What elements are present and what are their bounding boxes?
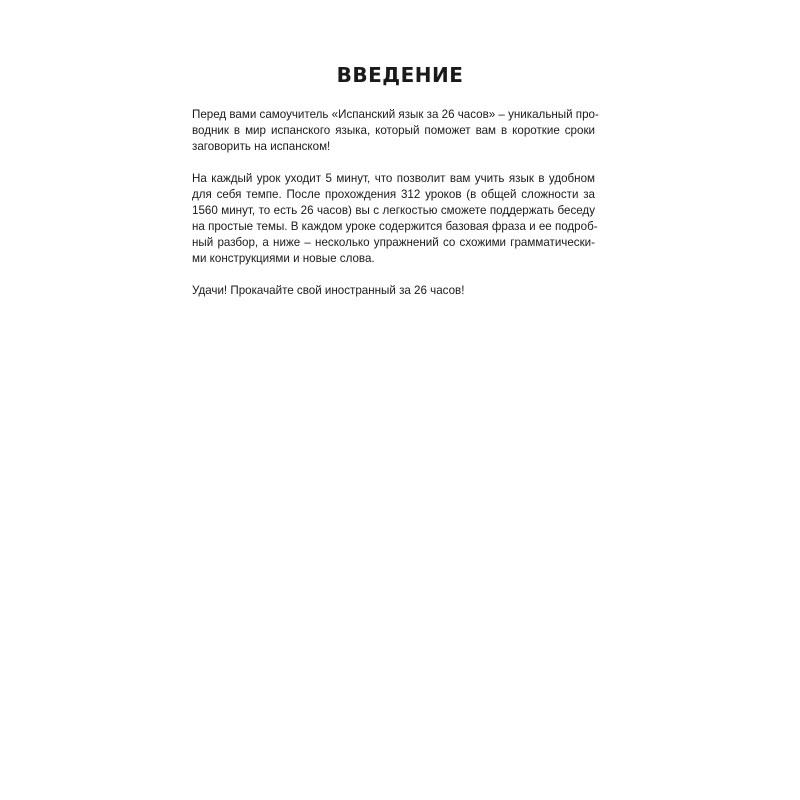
text-line: 1560 минут, то есть 26 часов) вы с легкостью сможете поддержать беседу [192,204,595,217]
text-line: ми конструкциями и новые слова. [192,252,375,265]
paragraph-closing [192,283,595,299]
text-line: на простые темы. В каждом уроке содержится базовая фраза и ее подроб- [192,220,598,233]
paragraph-lessons [192,171,598,267]
text-line: Удачи! Прокачайте свой иностранный за 26 часов! [192,284,465,297]
text-line: заговорить на испанском! [192,140,331,153]
text-line: Перед вами самоучитель «Испанский язык за 26 часов» – уникальный про- [192,108,599,121]
text-line: водник в мир испанского языка, который поможет вам в короткие сроки [192,124,595,137]
paragraph-intro [192,107,599,155]
page-title: ВВЕДЕНИЕ [336,63,464,87]
text-line: ный разбор, а ниже – несколько упражнений со схожими грамматически- [192,236,595,249]
body-text [192,107,599,315]
text-line: На каждый урок уходит 5 минут, что позволит вам учить язык в удобном [192,172,595,185]
text-line: для себя темпе. После прохождения 312 уроков (в общей сложности за [192,188,595,201]
